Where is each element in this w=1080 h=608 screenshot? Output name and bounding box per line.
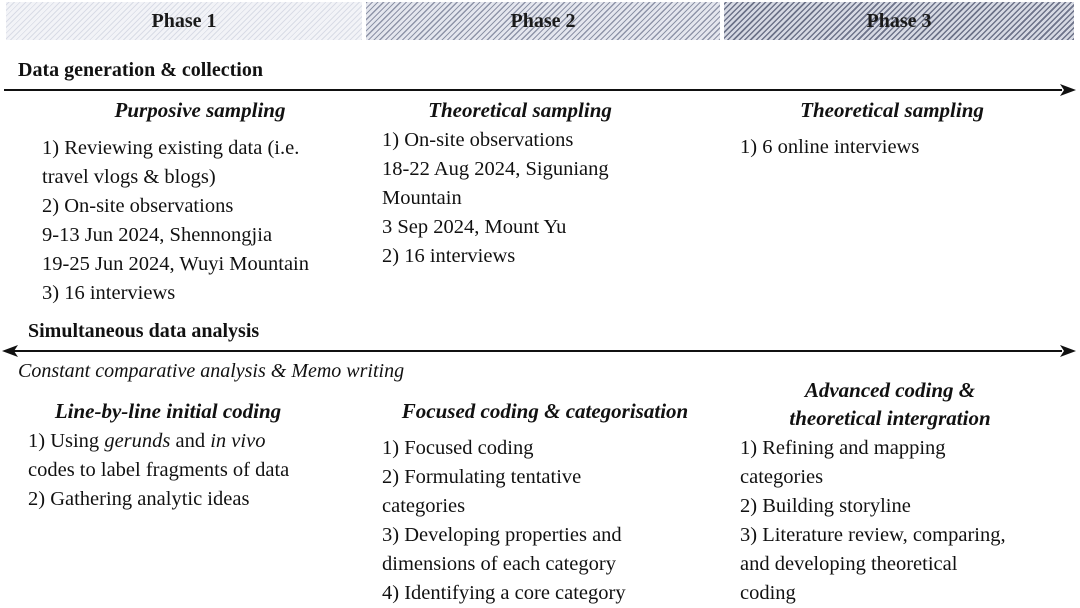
- data-generation-title: Data generation & collection: [18, 59, 263, 81]
- list-item: 3) 16 interviews: [42, 282, 176, 304]
- focused-coding-list: [382, 434, 626, 608]
- list-item: travel vlogs & blogs): [42, 166, 216, 188]
- list-item: 1) 6 online interviews: [740, 136, 920, 158]
- list-item: 2) 16 interviews: [382, 245, 516, 267]
- list-item: 19-25 Jun 2024, Wuyi Mountain: [42, 253, 310, 275]
- list-item: 1) Refining and mapping: [740, 437, 946, 459]
- list-item: 2) Formulating tentative: [382, 466, 582, 488]
- list-item: 4) Identifying a core category: [382, 582, 626, 604]
- heading-line: theoretical intergration: [789, 406, 991, 430]
- advanced-coding-list: [740, 434, 1006, 608]
- phase-2-collection-list: [382, 126, 609, 271]
- heading-line: Advanced coding &: [804, 378, 976, 402]
- initial-coding-heading: [0, 397, 336, 425]
- list-item: 1) Using gerunds and in vivo: [28, 430, 266, 452]
- arrow-head-right: [1060, 84, 1076, 96]
- advanced-coding-heading: [720, 376, 1060, 432]
- list-item: Mountain: [382, 187, 462, 209]
- list-item: 3) Developing properties and: [382, 524, 622, 546]
- list-item: 18-22 Aug 2024, Siguniang: [382, 158, 609, 180]
- list-item: categories: [382, 495, 466, 517]
- theoretical-sampling-heading-phase3: Theoretical sampling: [800, 98, 984, 122]
- heading-line: Focused coding & categorisation: [401, 399, 689, 423]
- list-item: categories: [740, 466, 824, 488]
- list-item: and developing theoretical: [740, 553, 958, 575]
- list-item: coding: [740, 582, 796, 604]
- list-item: 9-13 Jun 2024, Shennongjia: [42, 224, 273, 246]
- phase-1-collection-list: [42, 134, 309, 308]
- data-analysis-title: Simultaneous data analysis: [28, 320, 260, 342]
- phase-1-header: [6, 2, 362, 40]
- phase-2-header: [366, 2, 720, 40]
- list-item: 3) Literature review, comparing,: [740, 524, 1006, 546]
- list-item: 2) On-site observations: [42, 195, 234, 217]
- list-item: dimensions of each category: [382, 553, 616, 575]
- theoretical-sampling-heading-phase2: Theoretical sampling: [428, 98, 612, 122]
- list-item: 1) Focused coding: [382, 437, 534, 459]
- list-item: 3 Sep 2024, Mount Yu: [382, 216, 567, 238]
- list-item: 1) Reviewing existing data (i.e.: [42, 137, 300, 159]
- analysis-subtitle: Constant comparative analysis & Memo writing: [18, 360, 405, 382]
- phase-3-label: Phase 3: [866, 9, 932, 32]
- list-item: 2) Building storyline: [740, 495, 911, 517]
- initial-coding-list: [28, 427, 289, 514]
- focused-coding-heading: [362, 397, 728, 425]
- data-analysis-arrow: [0, 343, 1080, 359]
- phase-1-label: Phase 1: [151, 9, 217, 32]
- phase-2-label: Phase 2: [510, 9, 576, 32]
- list-item: 1) On-site observations: [382, 129, 574, 151]
- arrow-head-right: [1060, 345, 1076, 357]
- list-item: 2) Gathering analytic ideas: [28, 488, 250, 510]
- list-item: codes to label fragments of data: [28, 459, 290, 481]
- phase-header-bar: [6, 0, 1074, 42]
- phase-3-header: [724, 2, 1074, 40]
- phase-3-collection-list: [740, 133, 919, 162]
- purposive-sampling-heading: Purposive sampling: [114, 98, 286, 122]
- heading-line: Line-by-line initial coding: [54, 399, 282, 423]
